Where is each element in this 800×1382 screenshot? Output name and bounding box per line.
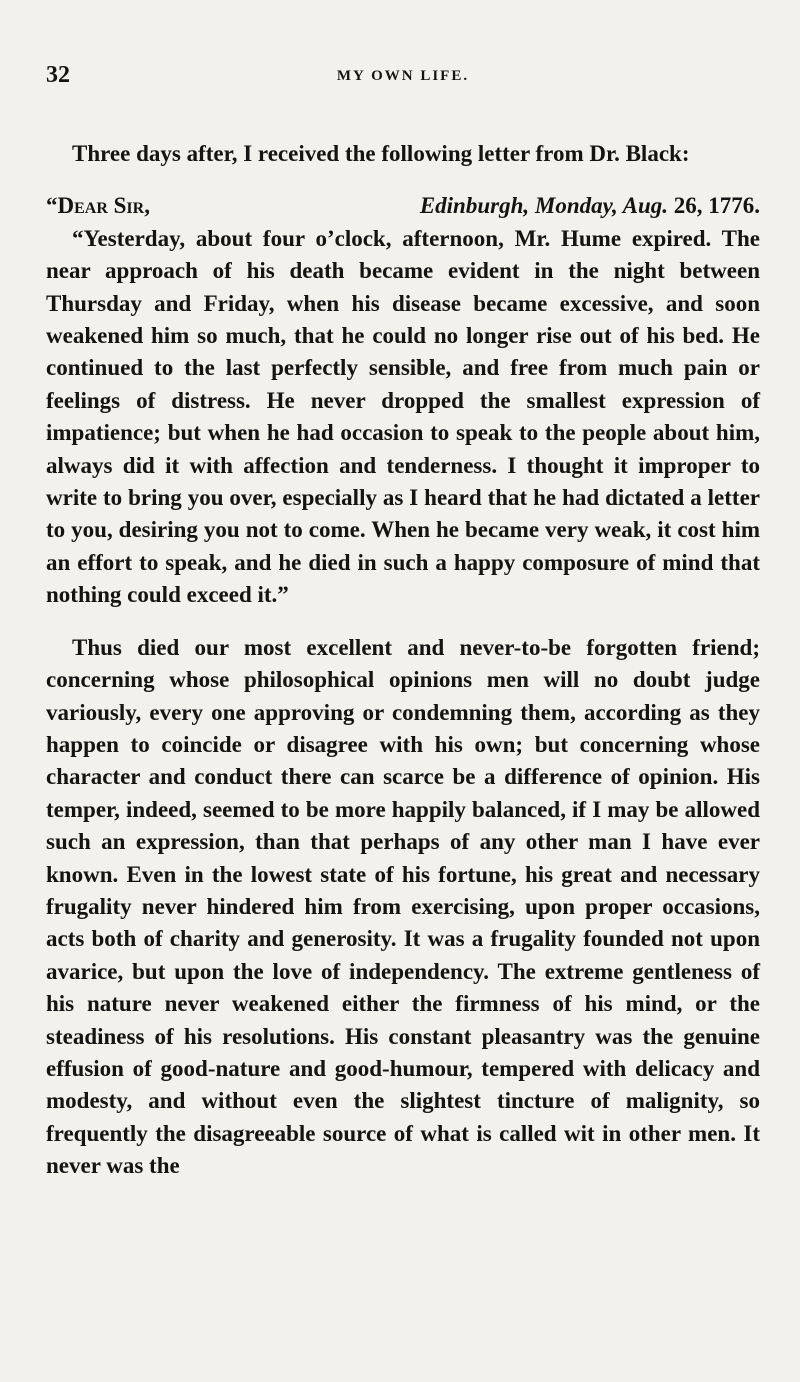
letter-heading	[46, 190, 760, 222]
letter-dateline	[420, 190, 760, 222]
closing-paragraph: Thus died our most excellent and never-to-be forgotten friend; concerning whose philosophical opinions men will no doubt judge variously, every one approving or condemning them, according as they happen to coincide or disagree with his own; but concerning whose character and conduct there can scarce be a difference of opinion. His temper, indeed, seemed to be more happily balanced, if I may be allowed such an expression, than that perhaps of any other man I have ever known. Even in the lowest state of his fortune, his great and necessary frugality never hindered him from exercising, upon proper occasions, acts both of charity and generosity. It was a frugality founded not upon avarice, but upon the love of independency. The extreme gentleness of his nature never weakened either the firmness of his mind, or the steadiness of his resolutions. His constant pleasantry was the genuine effusion of good-nature and good-humour, tempered with delicacy and modesty, and without even the slightest tincture of malignity, so frequently the disagreeable source of what is called wit in other men. It never was the	[46, 634, 760, 1179]
letter-paragraph: “Yesterday, about four o’clock, afternoon, Mr. Hume expired. The near approach of his death became evident in the night between Thursday and Friday, when his disease became excessive, and soon weakened him so much, that he could no longer rise out of his bed. He continued to the last perfectly sensible, and free from much pain or feelings of distress. He never dropped the smallest expression of impatience; but when he had occasion to speak to the people about him, always did it with affection and tenderness. I thought it improper to write to bring you over, especially as I heard that he had dictated a letter to you, desiring you not to come. When he became very weak, it cost him an effort to speak, and he died in such a happy composure of mind that nothing could exceed it.”	[46, 225, 760, 608]
letter-salutation: “Dear Sir,	[46, 193, 150, 219]
dateline-place: Edinburgh, Monday, Aug.	[419, 193, 668, 219]
dateline-date: 26, 1776.	[673, 193, 760, 219]
page-number: 32	[46, 62, 70, 88]
page-header	[46, 62, 760, 96]
page-body	[46, 138, 760, 1183]
intro-paragraph: Three days after, I received the following letter from Dr. Black:	[72, 141, 690, 166]
running-head: MY OWN LIFE.	[336, 68, 470, 84]
